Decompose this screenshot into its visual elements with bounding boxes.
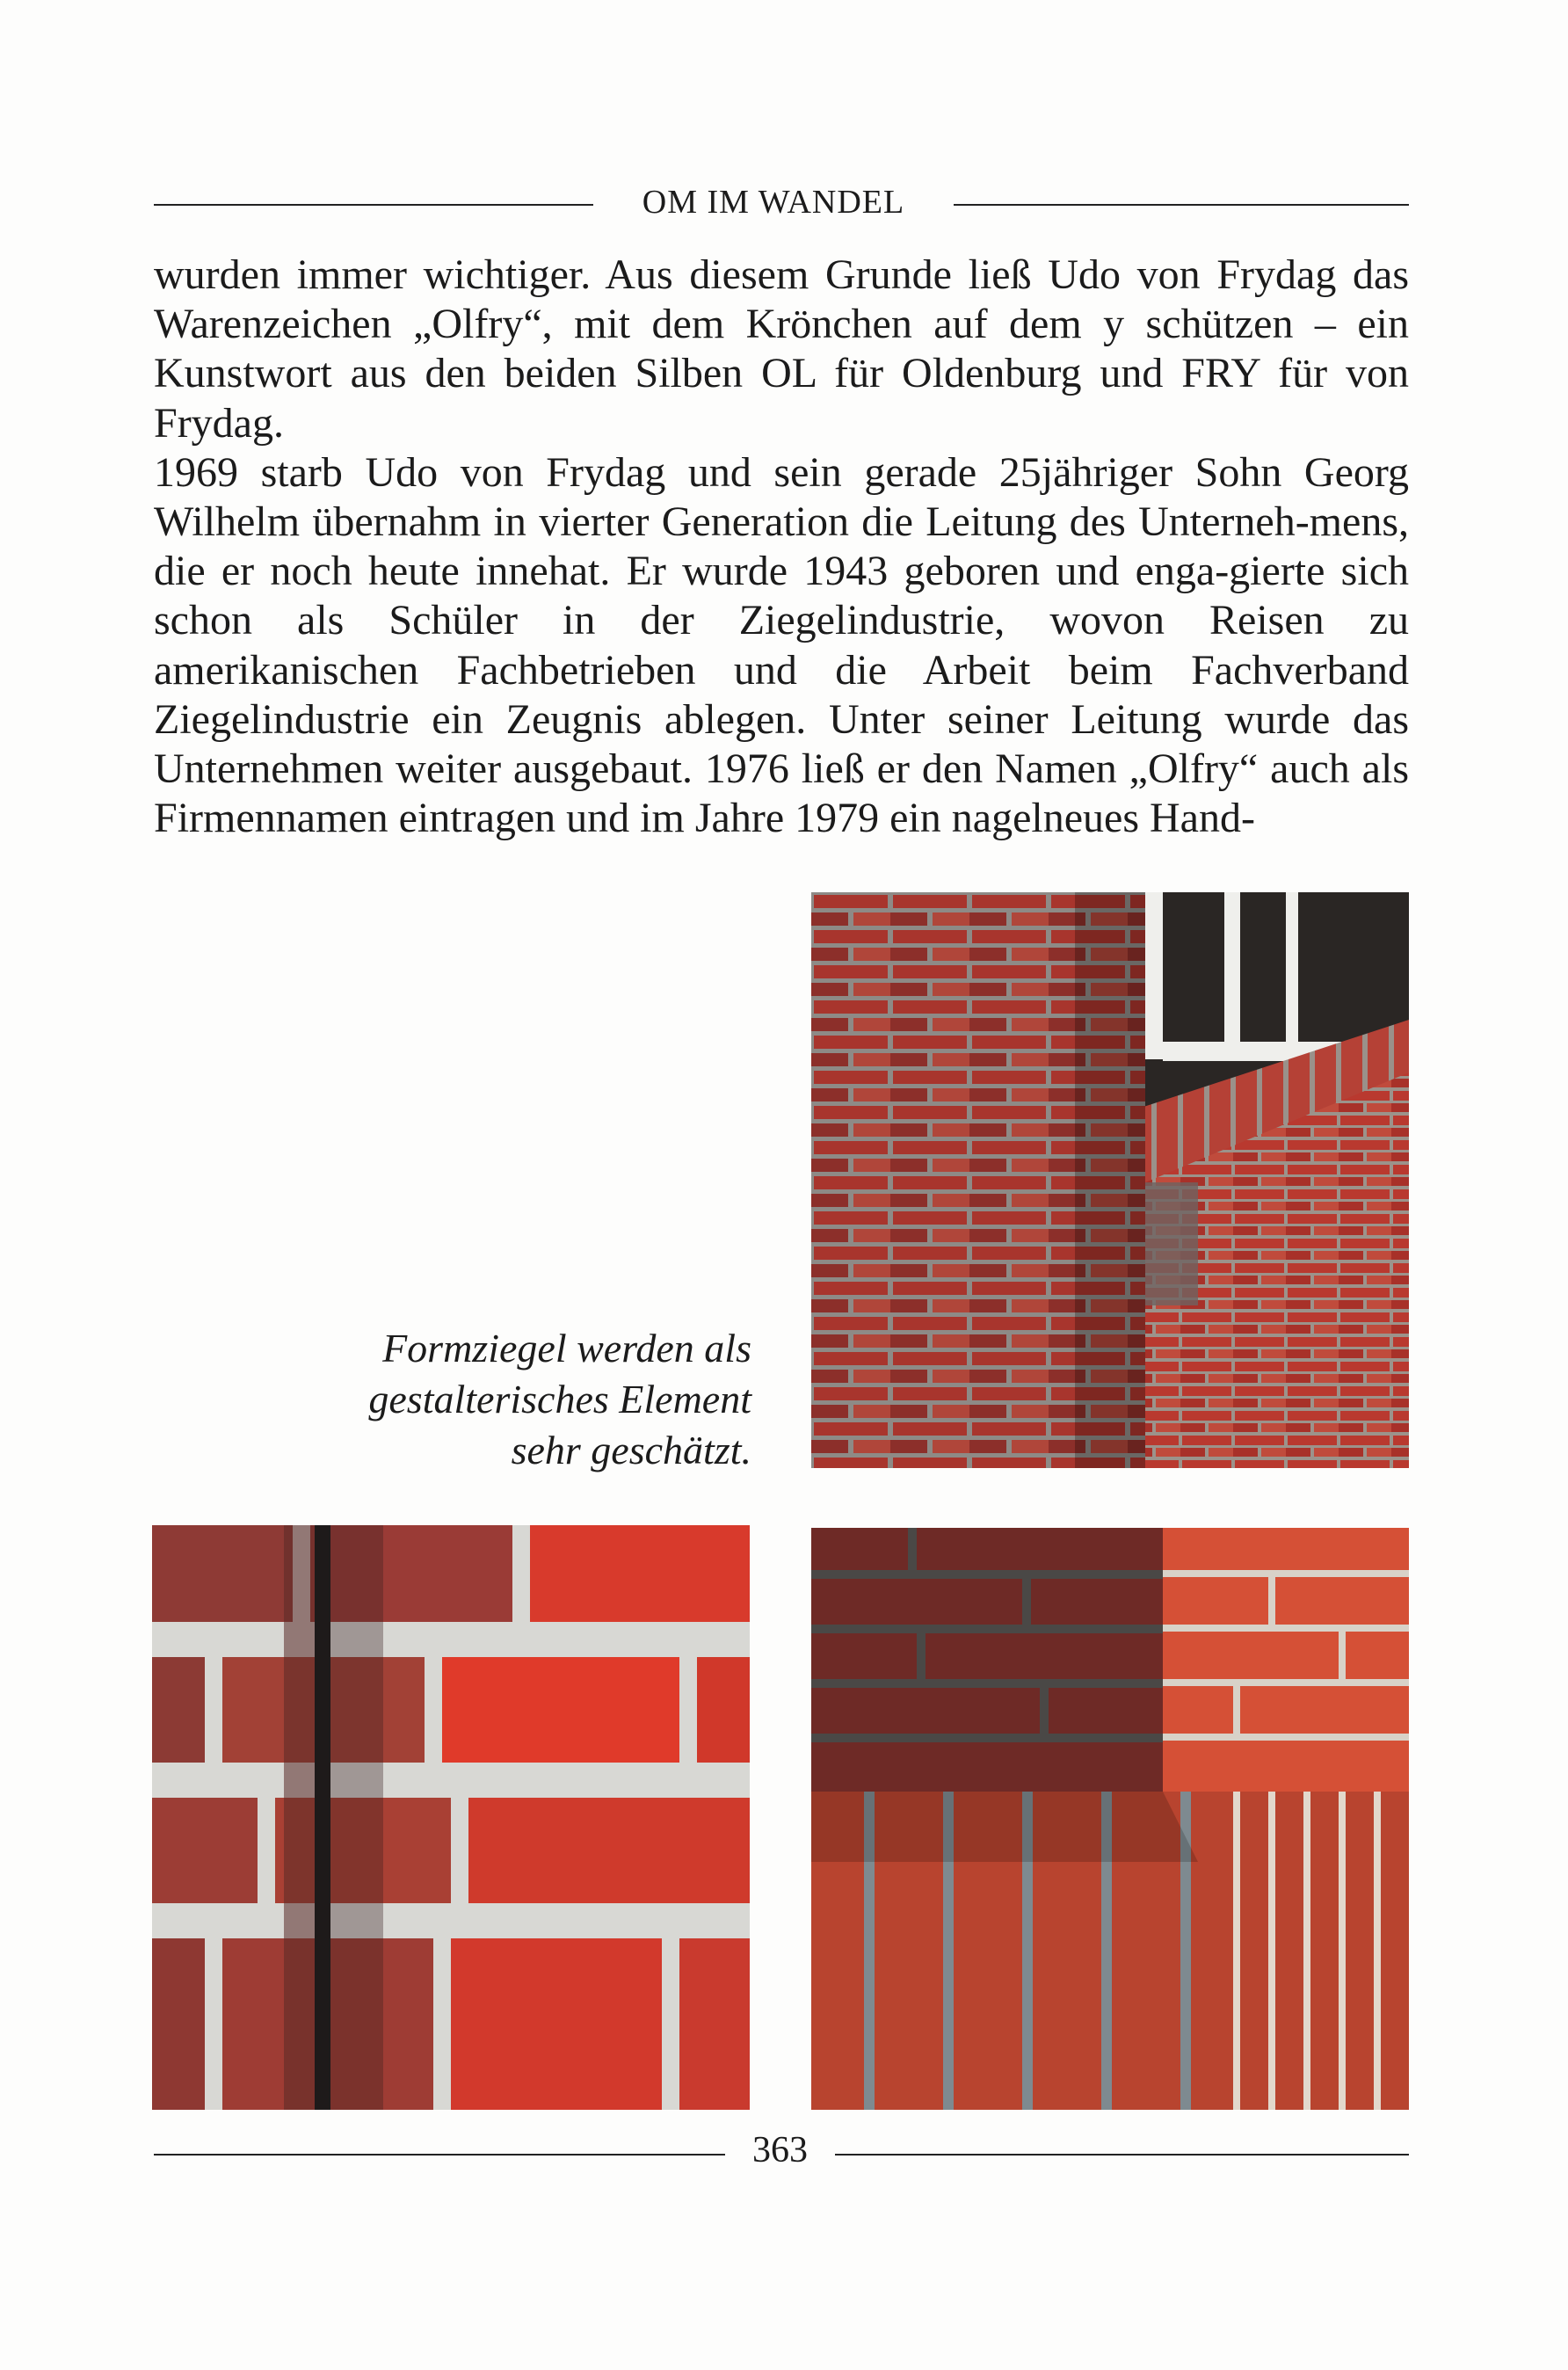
photo-brick-plinth-corner bbox=[811, 1528, 1409, 2110]
photo-rounded-brick-corner bbox=[152, 1525, 750, 2110]
caption-line: sehr geschätzt. bbox=[511, 1428, 751, 1472]
running-title: OM IM WANDEL bbox=[642, 184, 905, 221]
header-rule-left bbox=[154, 204, 593, 206]
paragraph-1: wurden immer wichtiger. Aus diesem Grunde ließ Udo von Frydag das Warenzeichen „Olfry“, mit dem Krönchen auf dem y schützen – ein Kunstwort aus den beiden Silben OL für Oldenburg und FRY für von Frydag. bbox=[154, 251, 1409, 447]
page-number: 363 bbox=[752, 2130, 808, 2170]
header-rule-right bbox=[954, 204, 1409, 206]
running-header bbox=[154, 183, 1409, 227]
body-text bbox=[154, 251, 1409, 843]
caption-line: gestalterisches Element bbox=[368, 1377, 751, 1421]
footer-rule-left bbox=[154, 2154, 725, 2156]
caption-line: Formziegel werden als bbox=[382, 1326, 751, 1370]
photo-brick-pillar-window bbox=[811, 892, 1409, 1468]
paragraph-2: 1969 starb Udo von Frydag und sein gerade 25jähriger Sohn Georg Wilhelm übernahm in vierter Generation die Leitung des Unterneh-mens, die er noch heute innehat. Er wurde 1943 geboren und enga-gierte sich schon als Schüler in der Ziegelindustrie, wovon Reisen zu amerikanischen Fachbetrieben und die Arbeit beim Fachverband Ziegelindustrie ein Zeugnis ablegen. Unter seiner Leitung wurde das Unternehmen weiter ausgebaut. 1976 ließ er den Namen „Olfry“ auch als Firmennamen eintragen und im Jahre 1979 ein nagelneues Hand- bbox=[154, 448, 1409, 842]
photo-caption bbox=[343, 1323, 751, 1476]
page-footer bbox=[154, 2127, 1409, 2180]
footer-rule-right bbox=[835, 2154, 1409, 2156]
